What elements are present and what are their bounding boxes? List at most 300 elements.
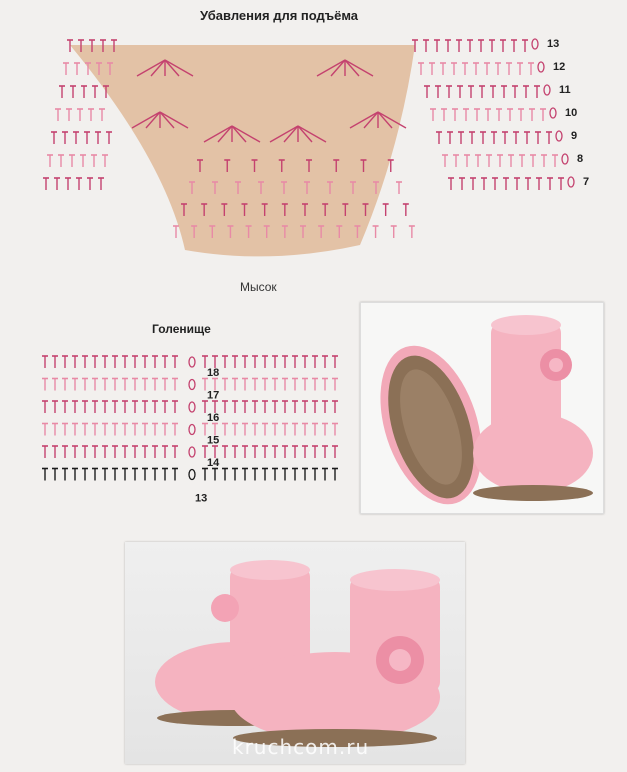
stitch-mark (202, 424, 208, 436)
stitch-mark (42, 424, 48, 436)
stitch-mark (445, 40, 451, 52)
stitch-mark (82, 424, 88, 436)
stitch-mark (202, 446, 208, 458)
stitch-mark (452, 109, 458, 121)
stitch-mark (62, 401, 68, 413)
stitch-mark (152, 424, 158, 436)
stitch-mark (152, 401, 158, 413)
stitch-mark (92, 446, 98, 458)
stitch-mark (292, 356, 298, 368)
stitch-mark (524, 132, 530, 144)
stitch-mark (132, 446, 138, 458)
stitch-mark (173, 226, 179, 238)
stitch-mark (132, 379, 138, 391)
stitch-mark (332, 356, 338, 368)
stitch-mark (112, 469, 118, 481)
stitch-mark (122, 446, 128, 458)
stitch-mark (462, 63, 468, 75)
stitch-mark (222, 469, 228, 481)
row-number: 15 (207, 434, 220, 447)
stitch-mark (503, 178, 509, 190)
stitch-mark (434, 40, 440, 52)
stitch-mark (464, 155, 470, 167)
stitch-mark (440, 63, 446, 75)
stitch-mark (332, 469, 338, 481)
stitch-mark (424, 86, 430, 98)
row-number: 11 (559, 84, 571, 96)
stitch-mark (262, 424, 268, 436)
stitch-mark (312, 446, 318, 458)
stitch-mark (42, 401, 48, 413)
stitch-mark (112, 356, 118, 368)
stitch-mark (518, 109, 524, 121)
stitch-mark (63, 63, 69, 75)
stitch-mark (222, 356, 228, 368)
stitch-mark (52, 401, 58, 413)
stitch-mark (142, 356, 148, 368)
stitch-mark (82, 469, 88, 481)
stitch-mark (232, 356, 238, 368)
stitch-mark (82, 446, 88, 458)
stitch-mark (458, 132, 464, 144)
stitch-mark (459, 178, 465, 190)
stitch-mark (473, 63, 479, 75)
stitch-mark (102, 379, 108, 391)
stitch-mark (523, 86, 529, 98)
stitch-mark (332, 379, 338, 391)
row-number: 14 (207, 457, 220, 469)
booties-flower-illustration (125, 542, 465, 764)
stitch-mark (292, 446, 298, 458)
stitch-mark (43, 178, 49, 190)
stitch-mark (162, 401, 168, 413)
stitch-mark (332, 446, 338, 458)
stitch-mark (212, 356, 218, 368)
stitch-mark (92, 401, 98, 413)
stitch-mark (272, 356, 278, 368)
stitch-mark (517, 63, 523, 75)
row-number: 18 (207, 367, 220, 379)
row-number: 10 (565, 107, 578, 119)
stitch-mark (242, 401, 248, 413)
stitch-mark (475, 155, 481, 167)
stitch-mark (212, 446, 218, 458)
stitch-mark (312, 356, 318, 368)
stitch-mark (59, 86, 65, 98)
stitch-mark (519, 155, 525, 167)
stitch-mark (232, 401, 238, 413)
stitch-mark (172, 446, 178, 458)
stitch-mark (102, 424, 108, 436)
stitch-mark (52, 424, 58, 436)
stitch-mark (122, 469, 128, 481)
stitch-mark (72, 356, 78, 368)
stitch-mark (262, 379, 268, 391)
stitch-mark (122, 379, 128, 391)
stitch-mark (42, 356, 48, 368)
stitch-mark (87, 178, 93, 190)
stitch-mark (292, 379, 298, 391)
stitch-mark (54, 178, 60, 190)
stitch-mark (162, 379, 168, 391)
stitch-mark (252, 401, 258, 413)
stitch-mark (322, 401, 328, 413)
stitch-mark (81, 86, 87, 98)
stitch-mark (302, 356, 308, 368)
stitch-mark (457, 86, 463, 98)
stitch-mark (202, 356, 208, 368)
stitch-mark (436, 132, 442, 144)
toe-label: Мысок (240, 280, 277, 294)
stitch-mark (172, 401, 178, 413)
stitch-mark (403, 204, 409, 216)
stitch-mark (252, 356, 258, 368)
stitch-mark (242, 379, 248, 391)
stitch-mark (396, 182, 402, 194)
stitch-mark (98, 178, 104, 190)
stitch-mark (72, 446, 78, 458)
stitch-mark (62, 424, 68, 436)
stitch-mark (525, 178, 531, 190)
stitch-mark (558, 178, 564, 190)
stitch-mark (453, 155, 459, 167)
stitch-mark (312, 469, 318, 481)
stitch-mark (106, 132, 112, 144)
stitch-mark (82, 379, 88, 391)
toe-chart (0, 0, 627, 300)
stitch-mark (172, 424, 178, 436)
stitch-mark (272, 469, 278, 481)
stitch-mark (292, 469, 298, 481)
stitch-mark (522, 40, 528, 52)
stitch-mark (112, 401, 118, 413)
stitch-mark (528, 63, 534, 75)
stitch-mark (92, 86, 98, 98)
stitch-mark (212, 424, 218, 436)
stitch-mark (212, 401, 218, 413)
stitch-mark (252, 469, 258, 481)
chain-loop-mark (562, 154, 568, 164)
stitch-mark (232, 446, 238, 458)
stitch-mark (42, 446, 48, 458)
stitch-mark (430, 109, 436, 121)
chain-loop-mark (532, 39, 538, 49)
stitch-mark (142, 401, 148, 413)
chain-loop-mark (568, 177, 574, 187)
stitch-mark (262, 356, 268, 368)
chain-loop-mark (556, 131, 562, 141)
toe-shape (70, 45, 415, 256)
stitch-mark (448, 178, 454, 190)
stitch-mark (52, 379, 58, 391)
stitch-mark (222, 446, 228, 458)
stitch-mark (262, 446, 268, 458)
stitch-mark (489, 40, 495, 52)
stitch-mark (447, 132, 453, 144)
stitch-mark (132, 401, 138, 413)
chain-loop-mark (189, 380, 195, 390)
stitch-mark (92, 379, 98, 391)
stitch-mark (507, 109, 513, 121)
row-number: 13 (195, 492, 208, 505)
stitch-mark (72, 469, 78, 481)
stitch-mark (172, 379, 178, 391)
stitch-mark (495, 63, 501, 75)
stitch-mark (202, 379, 208, 391)
stitch-mark (122, 356, 128, 368)
stitch-mark (162, 356, 168, 368)
stitch-mark (409, 226, 415, 238)
stitch-mark (212, 469, 218, 481)
stitch-mark (272, 401, 278, 413)
stitch-mark (62, 132, 68, 144)
stitch-mark (202, 401, 208, 413)
stitch-mark (91, 155, 97, 167)
stitch-mark (529, 109, 535, 121)
stitch-mark (282, 356, 288, 368)
stitch-mark (242, 446, 248, 458)
stitch-mark (302, 446, 308, 458)
stitch-mark (292, 424, 298, 436)
stitch-mark (282, 469, 288, 481)
row-number: 8 (577, 153, 584, 165)
stitch-mark (485, 109, 491, 121)
stitch-mark (514, 178, 520, 190)
stitch-mark (272, 424, 278, 436)
stitch-mark (292, 401, 298, 413)
stitch-mark (112, 379, 118, 391)
stitch-mark (468, 86, 474, 98)
chain-loop-mark (189, 447, 195, 457)
stitch-mark (513, 132, 519, 144)
stitch-mark (302, 469, 308, 481)
stitch-mark (70, 86, 76, 98)
stitch-mark (92, 356, 98, 368)
stitch-mark (62, 356, 68, 368)
stitch-mark (62, 469, 68, 481)
stitch-mark (142, 379, 148, 391)
stitch-mark (373, 226, 379, 238)
stitch-mark (501, 86, 507, 98)
stitch-mark (132, 356, 138, 368)
stitch-mark (252, 379, 258, 391)
stitch-mark (47, 155, 53, 167)
stitch-mark (62, 379, 68, 391)
stitch-mark (491, 132, 497, 144)
stitch-mark (429, 63, 435, 75)
stitch-mark (102, 401, 108, 413)
stitch-mark (302, 379, 308, 391)
stitch-mark (52, 356, 58, 368)
stitch-mark (272, 446, 278, 458)
stitch-mark (511, 40, 517, 52)
row-number: 9 (571, 130, 578, 142)
stitch-mark (62, 446, 68, 458)
stitch-mark (332, 401, 338, 413)
stitch-mark (232, 379, 238, 391)
row-number: 7 (583, 176, 590, 188)
stitch-mark (272, 379, 278, 391)
stitch-mark (282, 424, 288, 436)
stitch-mark (65, 178, 71, 190)
photo-booties-top (360, 302, 604, 514)
chain-loop-mark (189, 402, 195, 412)
stitch-mark (506, 63, 512, 75)
stitch-mark (232, 424, 238, 436)
stitch-mark (322, 356, 328, 368)
stitch-mark (162, 469, 168, 481)
stitch-mark (282, 446, 288, 458)
stitch-mark (479, 86, 485, 98)
stitch-mark (162, 424, 168, 436)
stitch-mark (55, 109, 61, 121)
stitch-mark (484, 63, 490, 75)
stitch-mark (262, 469, 268, 481)
stitch-mark (332, 424, 338, 436)
chain-loop-mark (538, 62, 544, 72)
stitch-mark (82, 401, 88, 413)
stitch-mark (536, 178, 542, 190)
row-number: 17 (207, 389, 220, 402)
stitch-mark (451, 63, 457, 75)
stitch-mark (92, 469, 98, 481)
stitch-mark (77, 109, 83, 121)
stitch-mark (469, 132, 475, 144)
stitch-mark (72, 401, 78, 413)
stitch-mark (322, 424, 328, 436)
stitch-mark (52, 446, 58, 458)
stitch-mark (474, 109, 480, 121)
stitch-mark (212, 379, 218, 391)
stitch-mark (282, 379, 288, 391)
stitch-mark (92, 424, 98, 436)
stitch-mark (535, 132, 541, 144)
stitch-mark (302, 424, 308, 436)
stitch-mark (252, 446, 258, 458)
stitch-mark (112, 424, 118, 436)
stitch-mark (534, 86, 540, 98)
stitch-mark (312, 424, 318, 436)
stitch-mark (540, 109, 546, 121)
stitch-mark (423, 40, 429, 52)
decreases-title: Убавления для подъёма (200, 8, 358, 23)
stitch-mark (463, 109, 469, 121)
stitch-mark (242, 356, 248, 368)
stitch-mark (242, 469, 248, 481)
stitch-mark (312, 401, 318, 413)
stitch-mark (82, 356, 88, 368)
stitch-mark (552, 155, 558, 167)
stitch-mark (312, 379, 318, 391)
stitch-mark (467, 40, 473, 52)
chain-loop-mark (544, 85, 550, 95)
stitch-mark (252, 424, 258, 436)
stitch-mark (42, 469, 48, 481)
stitch-mark (512, 86, 518, 98)
stitch-mark (302, 401, 308, 413)
stitch-mark (441, 109, 447, 121)
stitch-mark (84, 132, 90, 144)
booties-sole-illustration (361, 303, 603, 513)
stitch-mark (262, 401, 268, 413)
row-number: 13 (547, 38, 560, 50)
stitch-mark (58, 155, 64, 167)
stitch-mark (66, 109, 72, 121)
stitch-mark (322, 469, 328, 481)
stitch-mark (442, 155, 448, 167)
chain-loop-mark (189, 357, 195, 367)
stitch-mark (122, 424, 128, 436)
stitch-mark (500, 40, 506, 52)
stitch-mark (72, 424, 78, 436)
stitch-mark (142, 469, 148, 481)
stitch-mark (142, 424, 148, 436)
stitch-mark (102, 356, 108, 368)
stitch-mark (88, 109, 94, 121)
stitch-mark (481, 178, 487, 190)
stitch-mark (73, 132, 79, 144)
stitch-mark (456, 40, 462, 52)
stitch-mark (391, 226, 397, 238)
stitch-mark (132, 424, 138, 436)
stitch-mark (112, 446, 118, 458)
stitch-mark (322, 446, 328, 458)
stitch-mark (172, 469, 178, 481)
stitch-mark (74, 63, 80, 75)
stitch-mark (122, 401, 128, 413)
chain-loop-mark (189, 425, 195, 435)
stitch-mark (52, 469, 58, 481)
stitch-mark (152, 469, 158, 481)
stitch-mark (546, 132, 552, 144)
stitch-mark (496, 109, 502, 121)
stitch-mark (478, 40, 484, 52)
stitch-mark (547, 178, 553, 190)
stitch-mark (172, 356, 178, 368)
stitch-mark (162, 446, 168, 458)
stitch-mark (486, 155, 492, 167)
stitch-mark (502, 132, 508, 144)
stitch-mark (72, 379, 78, 391)
stitch-mark (132, 469, 138, 481)
stitch-mark (232, 469, 238, 481)
stitch-mark (446, 86, 452, 98)
stitch-mark (202, 469, 208, 481)
stitch-mark (435, 86, 441, 98)
stitch-mark (480, 132, 486, 144)
stitch-mark (222, 379, 228, 391)
stitch-mark (470, 178, 476, 190)
stitch-mark (497, 155, 503, 167)
stitch-mark (102, 446, 108, 458)
stitch-mark (152, 446, 158, 458)
stitch-mark (530, 155, 536, 167)
stitch-mark (242, 424, 248, 436)
photo-booties-bottom (125, 542, 465, 764)
stitch-mark (80, 155, 86, 167)
stitch-mark (418, 63, 424, 75)
stitch-mark (102, 155, 108, 167)
stitch-mark (222, 424, 228, 436)
stitch-mark (99, 109, 105, 121)
stitch-mark (322, 379, 328, 391)
stitch-mark (541, 155, 547, 167)
stitch-mark (222, 401, 228, 413)
chain-loop-mark (189, 470, 195, 480)
stitch-mark (282, 401, 288, 413)
stitch-mark (142, 446, 148, 458)
watermark: kruchcom.ru (232, 735, 370, 759)
